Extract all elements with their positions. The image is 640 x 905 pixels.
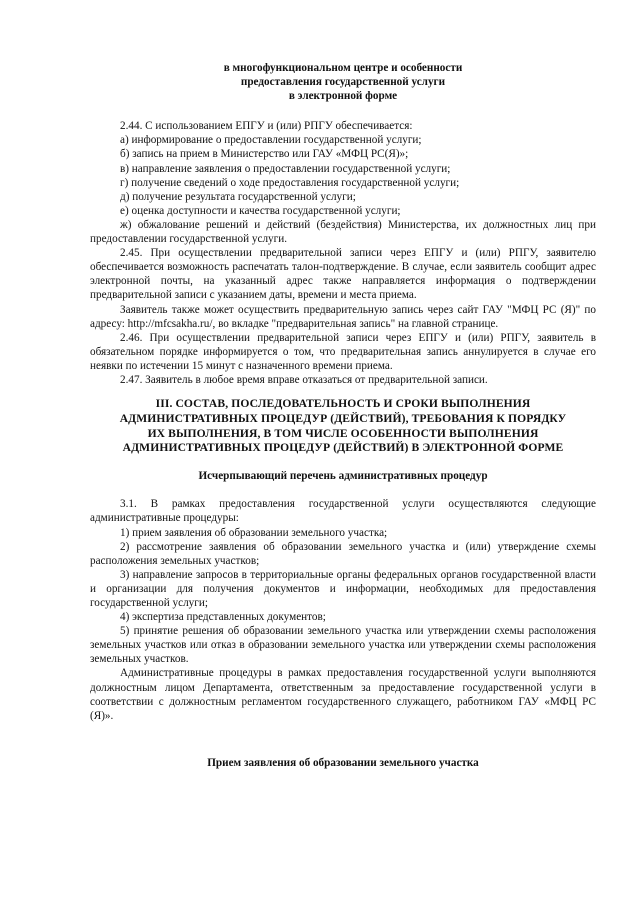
list-item: 1) прием заявления об образовании земельного участка; [120, 526, 388, 539]
top-heading-line: в многофункциональном центре и особенности [223, 62, 463, 74]
paragraph-3-1: 3.1. В рамках предоставления государственной услуги осуществляются следующие административные процедуры: [90, 498, 596, 525]
list-item: а) информирование о предоставлении государственной услуги; [120, 134, 422, 147]
section-title-line: АДМИНИСТРАТИВНЫХ ПРОЦЕДУР (ДЕЙСТВИЙ) В ЭЛЕКТРОННОЙ ФОРМЕ [122, 441, 564, 455]
list-item: 3) направление запросов в территориальные органы федеральных органов государственной власти и организации для получения документов и информации, необходимых для предоставления государственной услуги; [90, 568, 596, 609]
paragraph-2-44: 2.44. С использованием ЕПГУ и (или) РПГУ обеспечивается: [120, 120, 413, 133]
paragraph-closing: Административные процедуры в рамках предоставления государственной услуги выполняются должностным лицом Департамента, ответственным за предоставление государственной услуги в соответствии с должностным регламентом государственного служащего, работником ГАУ «МФЦ РС (Я)». [90, 667, 596, 722]
document-body [90, 61, 596, 770]
list-item: 5) принятие решения об образовании земельного участка или утверждении схемы расположения земельных участков или отказ в образовании земельного участка или утверждении схемы расположения земельных участков. [90, 625, 596, 666]
list-item: г) получение сведений о ходе предоставления государственной услуги; [120, 176, 460, 189]
section-title-line: АДМИНИСТРАТИВНЫХ ПРОЦЕДУР (ДЕЙСТВИЙ), ТРЕБОВАНИЯ К ПОРЯДКУ [119, 411, 567, 425]
top-heading-line: в электронной форме [288, 90, 398, 103]
list-item: 4) экспертиза представленных документов; [120, 611, 326, 624]
paragraph-2-45: 2.45. При осуществлении предварительной записи через ЕПГУ и (или) РПГУ, заявителю обеспечивается возможность распечатать талон-подтверждение. В случае, если заявитель сообщит адрес электронной почты, на указанный адрес также направляется информация о подтверждении предварительной записи с указанием даты, времени и места приема. [90, 247, 596, 302]
paragraph-2-46: 2.46. При осуществлении предварительной записи через ЕПГУ и (или) РПГУ, заявитель в обязательном порядке информируется о том, что предварительная запись аннулируется в случае его неявки по истечении 15 минут с назначенного времени приема. [90, 331, 596, 372]
list-item: д) получение результата государственной услуги; [120, 190, 356, 203]
list-item: 2) рассмотрение заявления об образовании земельного участка и (или) утверждение схемы расположения земельных участков; [90, 540, 596, 567]
subsection-title: Прием заявления об образовании земельного участка [207, 756, 479, 769]
list-item: б) запись на прием в Министерство или ГАУ «МФЦ РС(Я)»; [120, 148, 409, 161]
top-heading [90, 61, 596, 103]
list-item: е) оценка доступности и качества государственной услуги; [120, 204, 401, 217]
list-item: в) направление заявления о предоставлении государственной услуги; [120, 162, 451, 175]
list-item: ж) обжалование решений и действий (бездействия) Министерства, их должностных лиц при предоставлении государственной услуги. [90, 218, 596, 246]
section-title-line: ИХ ВЫПОЛНЕНИЯ, В ТОМ ЧИСЛЕ ОСОБЕННОСТИ ВЫПОЛНЕНИЯ [147, 426, 539, 440]
section-title-line: III. СОСТАВ, ПОСЛЕДОВАТЕЛЬНОСТЬ И СРОКИ ВЫПОЛНЕНИЯ [155, 397, 531, 411]
paragraph-2-45-mfc: Заявитель также может осуществить предварительную запись через сайт ГАУ "МФЦ РС (Я)" по адресу: http://mfcsakha.ru/, во вкладке "предварительная запись" на главной странице. [90, 303, 596, 330]
subsection-title: Исчерпывающий перечень административных процедур [198, 470, 488, 483]
paragraph-2-47: 2.47. Заявитель в любое время вправе отказаться от предварительной записи. [120, 373, 488, 386]
top-heading-line: предоставления государственной услуги [240, 76, 446, 89]
section-title [90, 397, 596, 456]
